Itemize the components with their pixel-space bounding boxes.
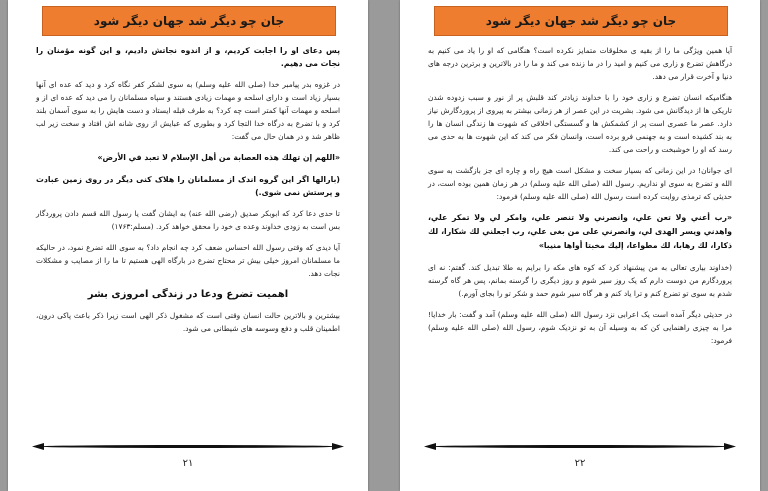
footer-divider [430,445,730,448]
left-page [8,0,368,491]
page-body [428,44,732,355]
footer-divider [38,445,338,448]
arabic-supplication: «رب أعني ولا تعن علي، وانصرني ولا تنصر علي، وامكر لي ولا تمكر علي، واهدني ويسر الهدى لي، وانصرني على من بغى علي، رب اجعلني لك شكارا، لك ذكارا، لك رهابا، لك مطواعا، إليك مخبتا أواها منيبا» [428,213,732,250]
page-header-title: جان چو دیگر شد جهان دیگر شود [434,6,728,36]
translation-paragraph: (خداوند بیاری تعالی به من پیشنهاد کرد که کوه های مکه را برایم به طلا تبدیل کند. گفتم: نه ای پروردگارم من دوست دارم که یک روز سیر شوم و روز دیگری را گرسنه بمانم، پس هر گاه گرسنه شدم به سوی تو تضرع کنم و ترا یاد کنم و هر گاه سیر شوم حمد و شکر تو را بجای آورم.) [428,263,732,298]
page-header-title: جان چو دیگر شد جهان دیگر شود [42,6,336,36]
body-paragraph-4: در حدیثی دیگر آمده است یک اعرابی نزد رسول الله (صلی الله علیه وسلم) آمد و گفت: بار خدایا! مرا به چیزی راهنمایی کن که به وسیله آن به تو نزدیک شوم، رسول الله (صلی الله علیه وسلم) فرمود: [428,310,732,345]
page-number: ۲۲ [574,458,586,469]
section-heading: اهمیت تضرع ودعا در زندگی امروزی بشر [87,289,289,300]
intro-paragraph: پس دعای او را اجابت کردیم، و از اندوه نجاتش دادیم، و این گونه مؤمنان را نجات می دهیم. [36,46,340,68]
body-paragraph-4: بیشترین و بالاترین حالت انسان وقتی است که مشغول ذکر الهی است زیرا ذکر باعث پاکی درون، اطمینان قلب و دفع وسوسه های شیطانی می شود. [36,311,340,333]
right-page [400,0,760,491]
body-paragraph-2: تا حدی دعا کرد که ابوبکر صدیق (رضی الله عنه) به ایشان گفت یا رسول الله قسم دادن پروردگار بس است به زودی خداوند وعده ی خود را محقق خواهد کرد. (مسلم:۱۷۶۳) [36,209,340,231]
arabic-supplication: «اللهم إن تهلك هذه العصابة من أهل الإسلام لا تعبد في الأرض» [97,153,340,162]
translation-paragraph: (بارالها اگر این گروه اندک از مسلمانان را هلاک کنی دیگر در روی زمین عبادت و پرستش نمی شوی.) [36,175,340,197]
body-paragraph-1: در غزوه بدر پیامبر خدا (صلی الله علیه وسلم) به سوی لشکر کفر نگاه کرد و دید که عده ای آنها بسیار زیاد است و دارای اسلحه و مهمات زیادی هستند و سپاه مسلمانان را می دید که عده ای از و اسلحه و مهمات آنها کمتر است چه کرد؟ به طرف قبله ایستاد و دست هایش را به سوی آسمان بلند کرد و با تضرع به درگاه خدا التجا کرد و بطوری که عبایش از روی شانه اش افتاد و سخت زیر لب ظاهر شد و در همان حال می گفت: [36,80,340,141]
body-paragraph-3: آیا دیدی که وقتی رسول الله احساس ضعف کرد چه انجام داد؟ به سوی الله تضرع نمود، در حالیکه ما مسلمانان امروز خیلی بیش تر محتاج تضرع در بارگاه الهی هستیم تا ما را از مصایب و مشکلات نجات دهد. [36,243,340,278]
body-paragraph-1: آیا همین ویژگی ما را از بقیه ی مخلوقات متمایز نکرده است؟ هنگامی که او را یاد می کنیم به درگاهش تضرع و زاری می کنیم و امید را در ما زنده می کند و ما را در بالاترین و برترین درجه های دنیا و آخرت قرار می دهد. [428,46,732,81]
page-body [36,44,340,343]
body-paragraph-3: ای جوانان! در این زمانی که بسیار سخت و مشکل است هیچ راه و چاره ای جز بازگشت به سوی الله و تضرع به سوی او نداریم. رسول الله (صلی الله علیه وسلم) در هر زمان همین بوده است، در حدیثی که ترمذی روایت کرده است رسول الله (صلی الله علیه وسلم) فرمود: [428,166,732,201]
page-number: ۲۱ [182,458,194,469]
body-paragraph-2: هنگامیکه انسان تضرع و زاری خود را با خداوند زیادتر کند قلبش پر از نور و سبب زدوده شدن تاریکی ها از دیدگانش می شود. بشریت در این عصر از هر زمانی بیشتر به پیروی از پروردگارش نیاز دارد. عصر ما عصری است پر از کشمکش ها و گسستگی اخلاقی که شهوت ها زندگی انسان ها را به بند کشیده است و به جهنمی فرو برده است، وانسان فکر می کند که این شهوت ها به حدی می رسد که او را خوشبخت و راحت می کند. [428,93,732,154]
